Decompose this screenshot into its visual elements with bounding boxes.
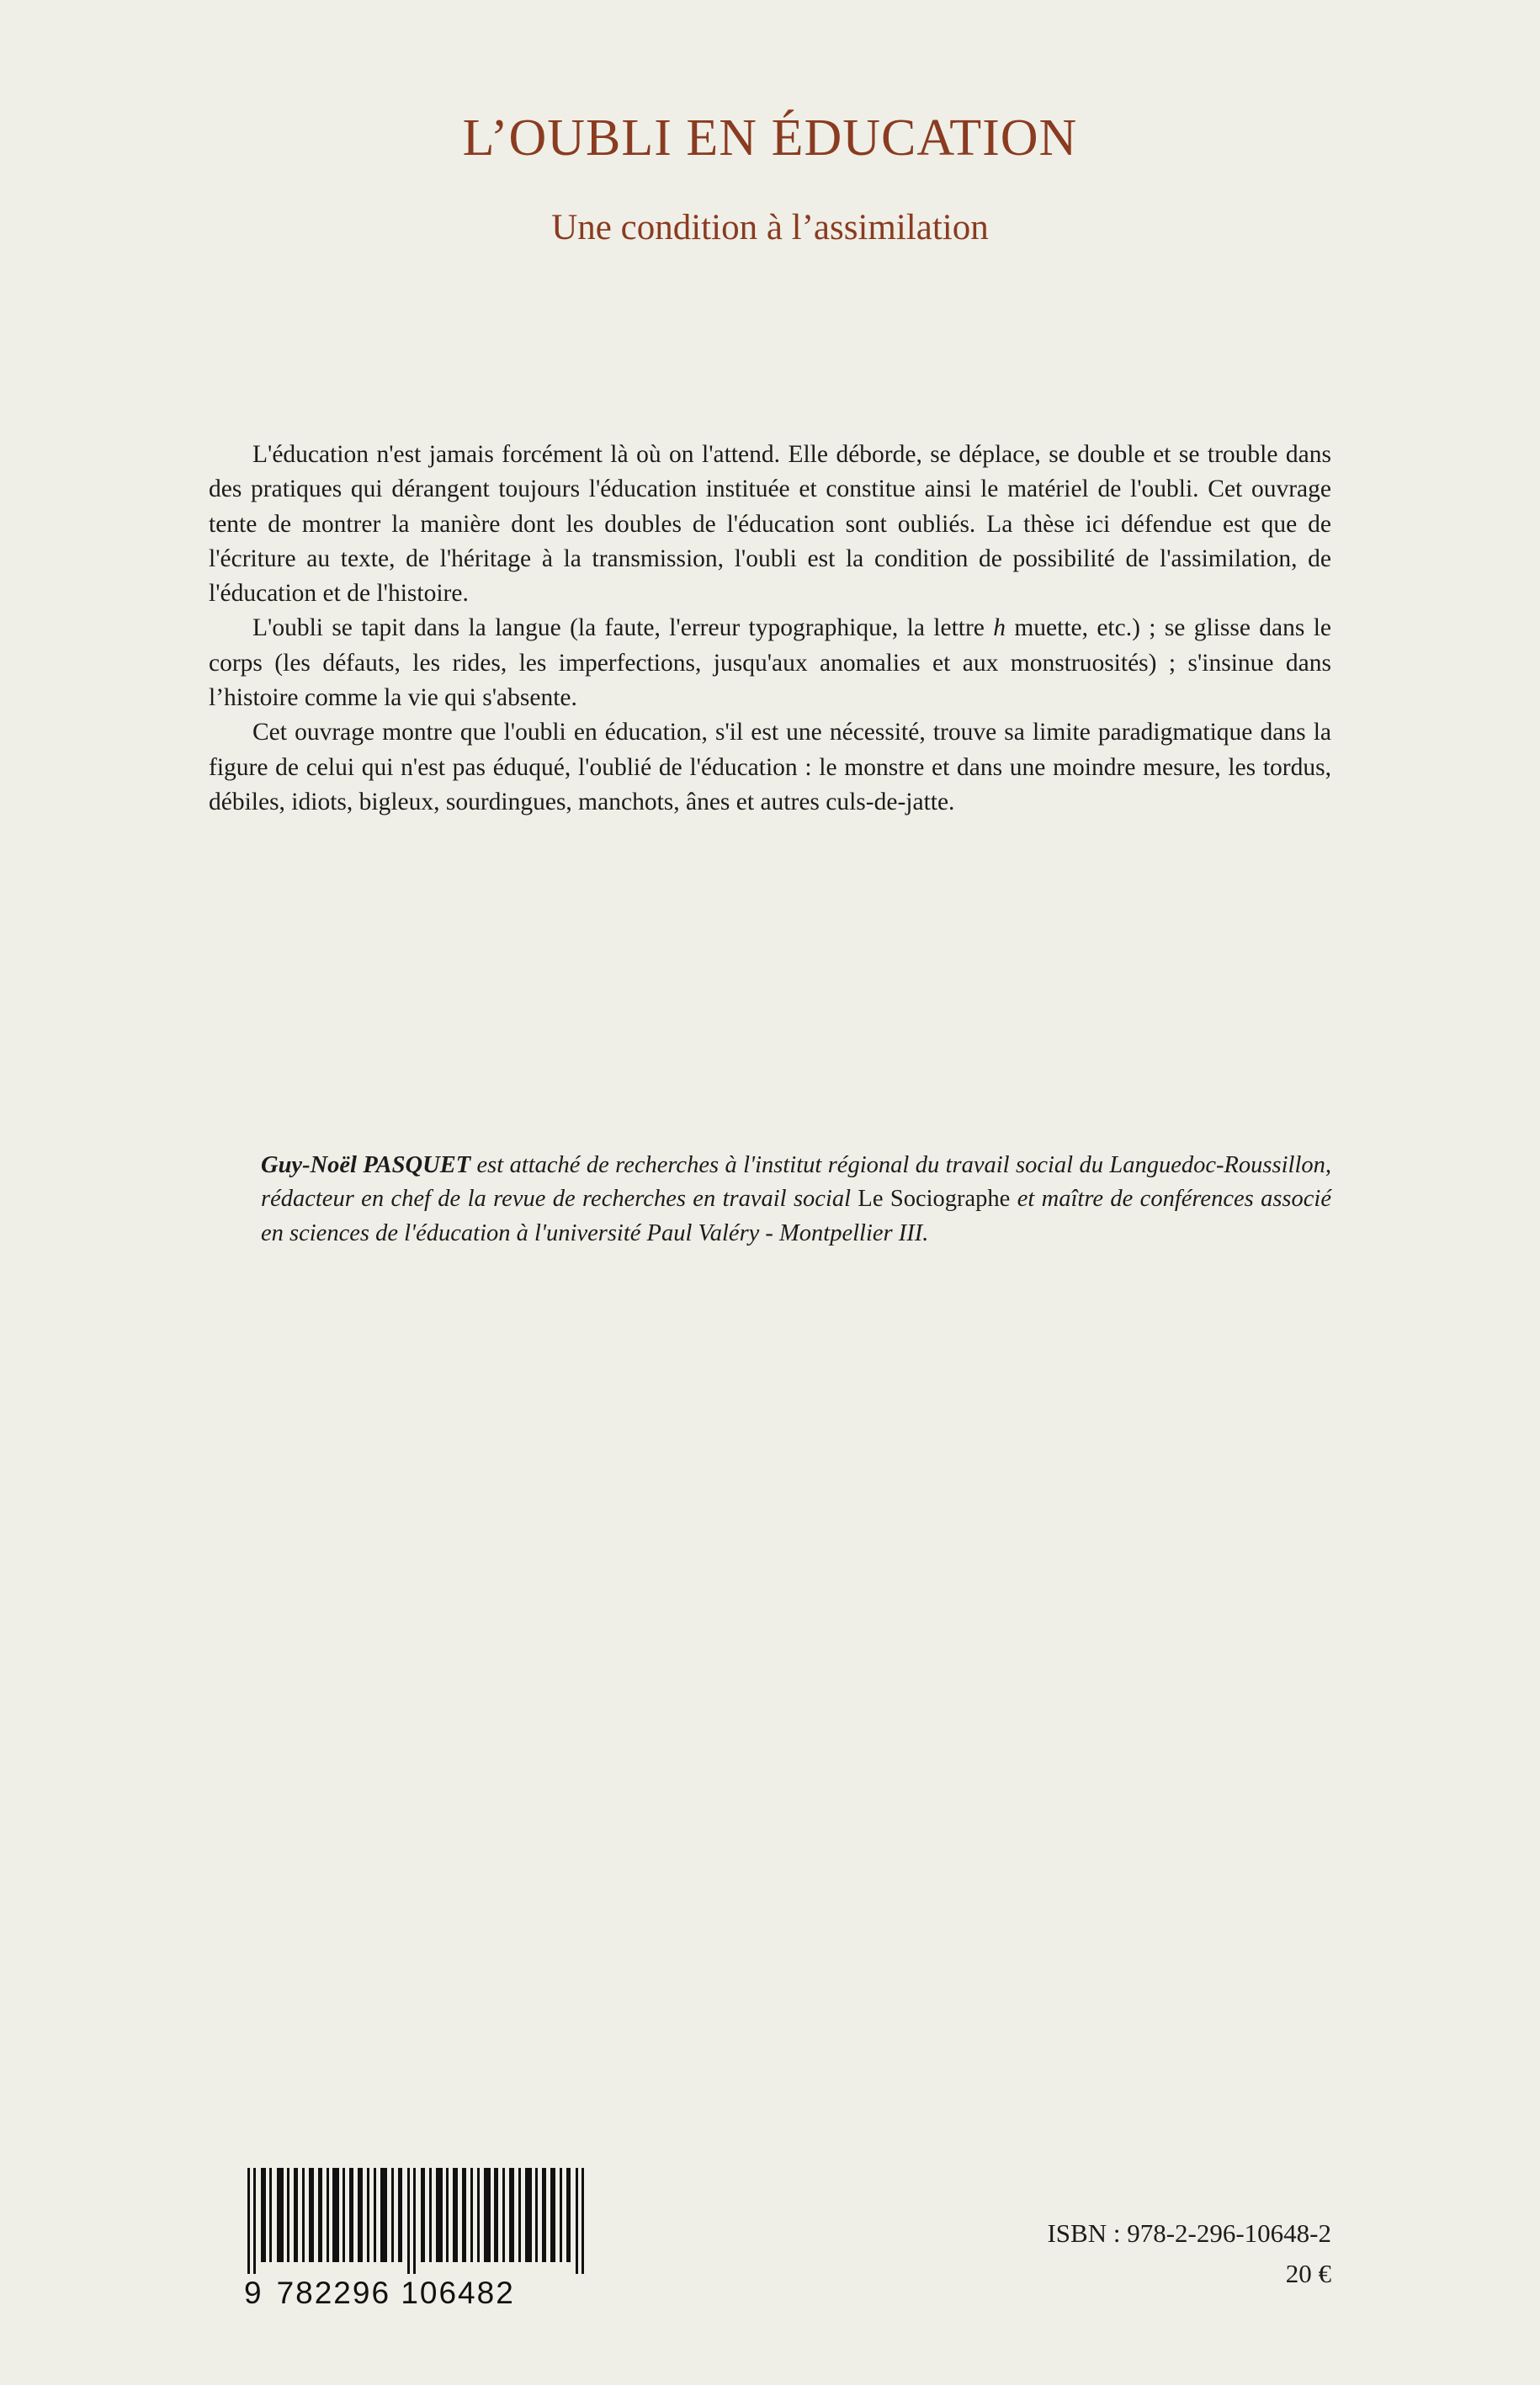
blurb-paragraph-1 [209, 438, 1331, 611]
blurb-paragraph-2-text-b: muette, etc.) ; se glisse dans le corps (les défauts, les rides, les imperfections, jusqu'aux anomalies et aux monstruosités) ; s'insinue dans l’histoire comme la vie qui s'absente. [209, 614, 1332, 712]
title-block [0, 109, 1540, 249]
barcode-main-digits: 782296 106482 [276, 2276, 515, 2310]
blurb-paragraph-1-text: L'éducation n'est jamais forcément là où on l'attend. Elle déborde, se déplace, se double et se trouble dans des pratiques qui dérangent toujours l'éducation instituée et constitue ainsi le matériel de l'oubli. Cet ouvrage tente de montrer la manière dont les doubles de l'éducation sont oubliés. La thèse ici défendue est que de l'écriture au texte, de l'héritage à la transmission, l'oubli est la condition de possibilité de l'assimilation, de l'éducation et de l'histoire. [209, 441, 1331, 608]
author-biography [261, 1149, 1331, 1251]
price-text: 20 € [1285, 2258, 1331, 2288]
author-bio-text-a: est attaché de recherches à l'institut régional du travail social du Languedoc-Roussillon, rédacteur en chef de la revue de recherches en travail social [261, 1152, 1331, 1213]
blurb-paragraph-3 [209, 715, 1331, 820]
barcode-lead-digit: 9 [244, 2276, 263, 2310]
review-title: Le Sociographe [858, 1186, 1011, 1213]
blurb-paragraph-2 [209, 611, 1331, 715]
page-subtitle: Une condition à l’assimilation [551, 208, 989, 248]
barcode-block [244, 2168, 614, 2311]
isbn-block [1047, 2213, 1331, 2294]
author-bio-text-b: et maître de conférences associé en sciences de l'éducation à l'université Paul Valéry - Montpellier III. [261, 1186, 1331, 1246]
blurb-text [209, 438, 1331, 820]
author-name: Guy-Noël PASQUET [261, 1152, 471, 1178]
barcode-digits [244, 2276, 614, 2311]
blurb-paragraph-2-text-a: L'oubli se tapit dans la langue (la faute, l'erreur typographique, la lettre [252, 614, 994, 642]
blurb-italic-letter: h [993, 614, 1006, 642]
barcode-image [244, 2168, 606, 2274]
footer [0, 2107, 1540, 2385]
isbn-text: ISBN : 978-2-296-10648-2 [1047, 2218, 1331, 2248]
blurb-paragraph-3-text: Cet ouvrage montre que l'oubli en éducation, s'il est une nécessité, trouve sa limite paradigmatique dans la figure de celui qui n'est pas éduqué, l'oublié de l'éducation : le monstre et dans une moindre mesure, les tordus, débiles, idiots, bigleux, sourdingues, manchots, ânes et autres culs-de-jatte. [209, 719, 1331, 815]
page-title: L’OUBLI EN ÉDUCATION [462, 109, 1078, 167]
